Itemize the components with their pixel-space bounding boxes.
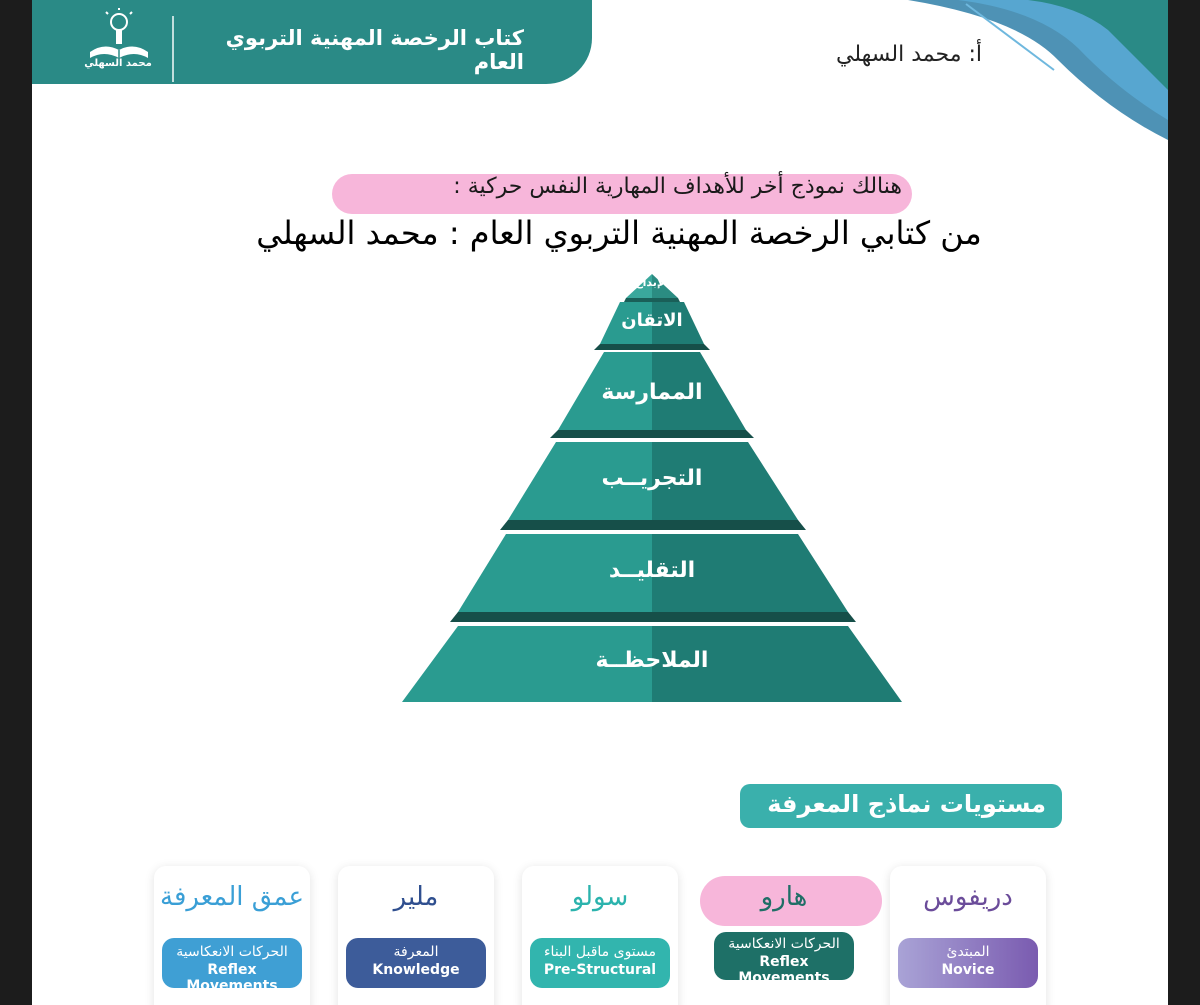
source-caption: من كتابي الرخصة المهنية التربوي العام : محمد السهلي	[256, 214, 982, 252]
pyramid-label-observation: الملاحظــة	[595, 648, 709, 673]
pyramid-label-imitation: التقليــد	[608, 558, 696, 583]
card-level-english: Reflex Movements	[186, 962, 278, 994]
pyramid-label-practice: الممارسة	[601, 380, 703, 405]
card-level-button	[162, 938, 302, 994]
page-header	[32, 0, 1168, 90]
book-title: كتاب الرخصة المهنية التربوي العام	[225, 26, 524, 74]
model-card-depth-of-knowledge	[154, 866, 310, 1005]
header-divider	[172, 16, 174, 82]
card-title: عمق المعرفة	[160, 882, 304, 912]
card-title: سولو	[571, 882, 629, 912]
card-level-english: Novice	[941, 962, 995, 978]
card-title: هارو	[760, 882, 808, 912]
card-level-arabic: المبتدئ	[946, 944, 990, 960]
pyramid-label-experimentation: التجريــب	[601, 466, 703, 491]
author-name: أ: محمد السهلي	[836, 42, 982, 67]
card-level-arabic: الحركات الانعكاسية	[728, 936, 840, 952]
document-page	[32, 0, 1168, 1005]
card-level-english: Reflex Movements	[738, 954, 830, 986]
section-title-pill	[740, 784, 1062, 828]
card-level-button	[714, 932, 854, 986]
model-card-dreyfus	[890, 866, 1046, 1005]
card-level-english: Knowledge	[372, 962, 460, 978]
intro-text: هنالك نموذج أخر للأهداف المهارية النفس حركية :	[453, 174, 902, 199]
card-title: ملير	[393, 882, 439, 912]
model-card-miller	[338, 866, 494, 1005]
model-card-harrow	[706, 866, 862, 1005]
card-level-arabic: الحركات الانعكاسية	[176, 944, 288, 960]
section-title: مستويات نماذج المعرفة	[767, 790, 1046, 818]
intro-line	[332, 166, 912, 216]
card-level-arabic: مستوى ماقبل البناء	[543, 944, 657, 960]
card-level-arabic: المعرفة	[393, 944, 439, 960]
pyramid-label-mastery: الاتقان	[621, 310, 683, 331]
card-level-button	[530, 938, 670, 988]
logo-caption: محمد السهلي	[84, 58, 152, 69]
pyramid-label-creativity: الإبداع	[635, 276, 669, 289]
skills-pyramid	[392, 268, 912, 708]
card-level-english: Pre-Structural	[543, 962, 657, 978]
card-title: دريفوس	[923, 882, 1013, 912]
corner-decoration	[728, 0, 1168, 160]
card-level-button	[898, 938, 1038, 988]
model-card-solo	[522, 866, 678, 1005]
card-level-button	[346, 938, 486, 988]
